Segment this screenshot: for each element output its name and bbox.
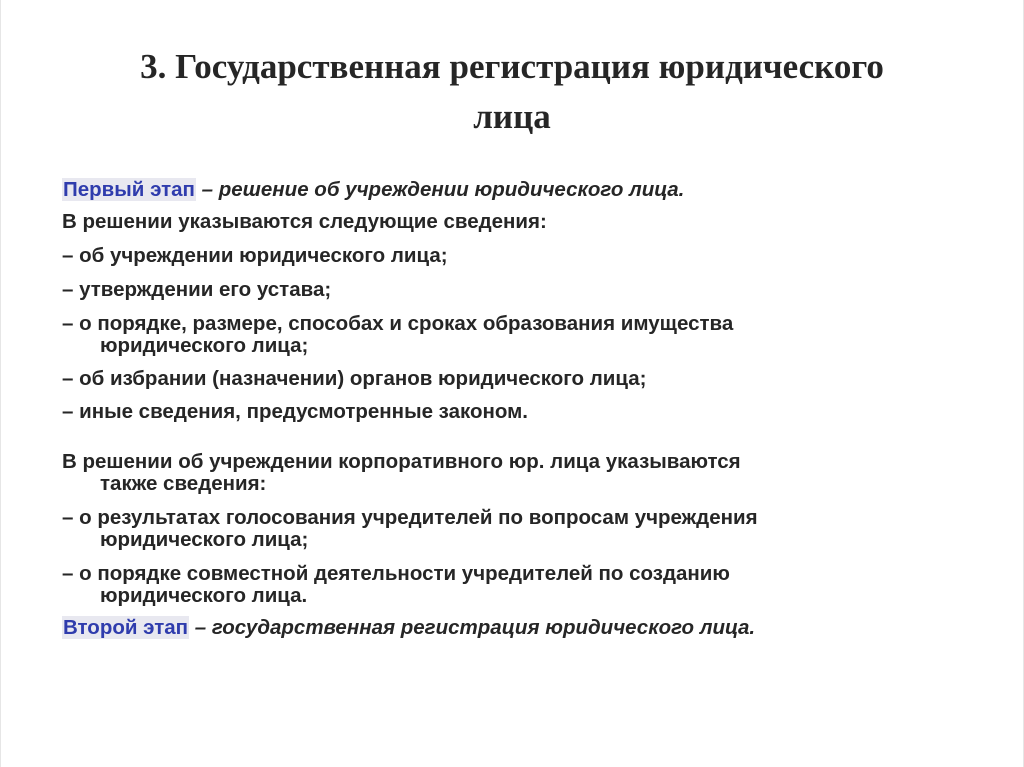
title-line-2: лица (473, 97, 551, 136)
body-line: – иные сведения, предусмотренные законом. (62, 400, 528, 423)
body-line-continued: юридического лица. (100, 584, 308, 607)
body-line: – о порядке совместной деятельности учредителей по созданию (62, 562, 730, 585)
stage2-text: – государственная регистрация юридического лица. (189, 616, 756, 639)
body-line: – об учреждении юридического лица; (62, 244, 448, 267)
stage1-label: Первый этап (63, 178, 195, 201)
stage2-line (62, 616, 755, 640)
body-line: – о результатах голосования учредителей по вопросам учреждения (62, 506, 758, 529)
stage2-label: Второй этап (63, 616, 189, 639)
slide-title (60, 42, 964, 142)
body-line: – об избрании (назначении) органов юридического лица; (62, 367, 647, 390)
body-line: В решении указываются следующие сведения: (62, 210, 547, 233)
body-line: – утверждении его устава; (62, 278, 332, 301)
body-line-continued: юридического лица; (100, 528, 309, 551)
body-line: – о порядке, размере, способах и сроках образования имущества (62, 312, 734, 335)
body-line-continued: юридического лица; (100, 334, 309, 357)
stage1-line (62, 178, 684, 202)
stage1-text: – решение об учреждении юридического лица. (195, 178, 685, 201)
title-line-1: 3. Государственная регистрация юридического (140, 47, 884, 86)
body-line-continued: также сведения: (100, 472, 267, 495)
body-line: В решении об учреждении корпоративного юр. лица указываются (62, 450, 741, 473)
